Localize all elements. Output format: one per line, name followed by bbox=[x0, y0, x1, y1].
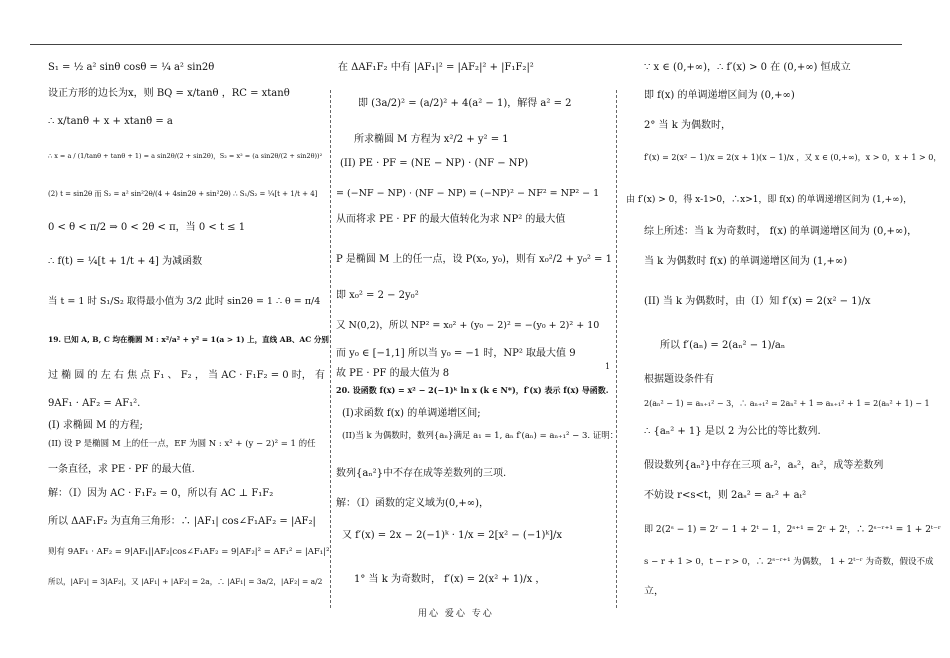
right-line: 综上所述：当 k 为奇数时， f(x) 的单调递增区间为 (0,+∞)， bbox=[644, 226, 918, 237]
middle-line: 又 f′(x) = 2x − 2(−1)ᵏ · 1/x = 2[x² − (−1)ᵏ]/x bbox=[342, 530, 563, 541]
middle-line: 解：（I）函数的定义域为(0,+∞)， bbox=[336, 498, 490, 509]
middle-line: = (−NF − NP) · (NF − NP) = (−NP)² − NF² = NP² − 1 bbox=[336, 188, 600, 199]
left-line: 则有 9AF₁ · AF₂ = 9|AF₁||AF₂|cos∠F₁AF₂ = 9|AF₂|² = AF₁² = |AF₁|² bbox=[48, 547, 330, 557]
left-line: 0 < θ < π/2 ⇒ 0 < 2θ < π，当 0 < t ≤ 1 bbox=[48, 222, 246, 233]
middle-line: (I)求函数 f(x) 的单调递增区间; bbox=[342, 408, 481, 419]
left-line: 一条直径，求 PE · PF 的最大值. bbox=[48, 464, 195, 475]
right-line: 立， bbox=[644, 586, 664, 597]
middle-line: 故 PE · PF 的最大值为 8 bbox=[336, 368, 450, 379]
right-line: 2(aₙ² − 1) = aₙ₊₁² − 3，∴ aₙ₊₁² = 2aₙ² + 1 ⇒ aₙ₊₁² + 1 = 2(aₙ² + 1) − 1 bbox=[644, 399, 930, 408]
middle-line: 即 x₀² = 2 − 2y₀² bbox=[336, 290, 419, 301]
column-divider-right bbox=[616, 90, 617, 608]
right-line: 即 2(2ˢ − 1) = 2ʳ − 1 + 2ᵗ − 1，2ˢ⁺¹ = 2ʳ + 2ᵗ，∴ 2ˢ⁻ʳ⁺¹ = 1 + 2ᵗ⁻ʳ bbox=[644, 525, 942, 535]
column-divider-left bbox=[330, 90, 331, 608]
left-line: ∴ f(t) = ¼[t + 1/t + 4] 为减函数 bbox=[48, 256, 203, 267]
right-line: (II) 当 k 为偶数时，由（I）知 f′(x) = 2(x² − 1)/x bbox=[644, 296, 871, 307]
left-line: 9AF₁ · AF₂ = AF₁². bbox=[48, 398, 141, 409]
left-line: S₁ = ½ a² sinθ cosθ = ¼ a² sin2θ bbox=[48, 62, 215, 73]
page-footer: 用心 爱心 专心 bbox=[418, 609, 494, 619]
left-line: (I) 求椭圆 M 的方程; bbox=[48, 420, 143, 431]
right-line: 根据题设条件有 bbox=[644, 374, 714, 385]
middle-line: 即 (3a/2)² = (a/2)² + 4(a² − 1)，解得 a² = 2 bbox=[358, 98, 572, 109]
middle-line: (II)当 k 为偶数时，数列{aₙ}满足 a₁ = 1, aₙ f′(aₙ) = aₙ₊₁² − 3. 证明： bbox=[342, 431, 619, 441]
right-line: 2° 当 k 为偶数时， bbox=[644, 120, 731, 131]
left-line: ∴ x = a / (1/tanθ + tanθ + 1) = a sin2θ/(2 + sin2θ)，S₂ = x² = (a sin2θ/(2 + sin2θ))² bbox=[48, 152, 323, 160]
middle-line: (II) PE · PF = (NE − NP) · (NF − NP) bbox=[340, 158, 529, 169]
left-line: 解：（I）因为 AC · F₁F₂ = 0，所以有 AC ⊥ F₁F₂ bbox=[48, 488, 274, 499]
right-line: 即 f(x) 的单调递增区间为 (0,+∞) bbox=[644, 90, 795, 101]
right-line: 所以 f′(aₙ) = 2(aₙ² − 1)/aₙ bbox=[660, 340, 786, 351]
middle-line: 1° 当 k 为奇数时， f′(x) = 2(x² + 1)/x ， bbox=[354, 574, 546, 585]
right-line: 由 f′(x) > 0，得 x-1>0，∴x>1，即 f(x) 的单调递增区间为 (1,+∞)， bbox=[626, 195, 913, 205]
middle-line: 在 ΔAF₁F₂ 中有 |AF₁|² = |AF₂|² + |F₁F₂|² bbox=[338, 62, 534, 73]
margin-mark: 1 bbox=[605, 362, 611, 371]
middle-line: 所求椭圆 M 方程为 x²/2 + y² = 1 bbox=[354, 134, 509, 145]
left-line: (II) 设 P 是椭圆 M 上的任一点，EF 为圆 N : x² + (y − 2)² = 1 的任 bbox=[48, 439, 316, 449]
left-line: 过 椭 圆 的 左 右 焦 点 F₁ 、 F₂ ， 当 AC · F₁F₂ = 0 时， 有 bbox=[48, 370, 325, 381]
header-rule bbox=[30, 44, 902, 45]
question-20: 20. 设函数 f(x) = x² − 2(−1)ᵏ ln x (k ∈ N*)，f′(x) 表示 f(x) 导函数. bbox=[336, 385, 609, 395]
middle-line: 又 N(0,2)，所以 NP² = x₀² + (y₀ − 2)² = −(y₀ + 2)² + 10 bbox=[336, 320, 600, 331]
middle-line: 从而将求 PE · PF 的最大值转化为求 NP² 的最大值 bbox=[336, 214, 566, 225]
left-line: 所以 ΔAF₁F₂ 为直角三角形：∴ |AF₁| cos∠F₁AF₂ = |AF₂| bbox=[48, 516, 316, 527]
right-line: f′(x) = 2(x² − 1)/x = 2(x + 1)(x − 1)/x ，又 x ∈ (0,+∞)，x > 0，x + 1 > 0， bbox=[644, 153, 942, 162]
right-line: ∴ {aₙ² + 1} 是以 2 为公比的等比数列. bbox=[644, 426, 821, 437]
middle-line: 数列{aₙ²}中不存在成等差数列的三项. bbox=[336, 468, 507, 479]
left-line: 当 t = 1 时 S₁/S₂ 取得最小值为 3/2 此时 sin2θ = 1 ∴ θ = π/4 bbox=[48, 296, 321, 307]
question-19: 19. 已知 A, B, C 均在椭圆 M : x²/a² + y² = 1(a > 1) 上，直线 AB、AC 分别 bbox=[48, 335, 329, 344]
left-line: 设正方形的边长为x，则 BQ = x/tanθ ，RC = xtanθ bbox=[48, 88, 290, 99]
right-line: s − r + 1 > 0，t − r > 0，∴ 2ˢ⁻ʳ⁺¹ 为偶数， 1 + 2ᵗ⁻ʳ 为奇数，假设不成 bbox=[644, 557, 934, 567]
left-line: ∴ x/tanθ + x + xtanθ = a bbox=[48, 116, 173, 127]
left-line: 所以，|AF₁| = 3|AF₂|，又 |AF₁| + |AF₂| = 2a，∴ |AF₁| = 3a/2，|AF₂| = a/2 bbox=[48, 577, 323, 586]
left-line: (2) t = sin2θ 而 S₂ = a² sin²2θ/(4 + 4sin2θ + sin²2θ) ∴ S₁/S₂ = ¼[t + 1/t + 4] bbox=[48, 190, 318, 198]
right-line: 假设数列{aₙ²}中存在三项 aᵣ²，aₛ²，aₜ²，成等差数列 bbox=[644, 460, 884, 471]
middle-line: 而 y₀ ∈ [−1,1] 所以当 y₀ = −1 时，NP² 取最大值 9 bbox=[336, 348, 576, 359]
right-line: ∵ x ∈ (0,+∞)，∴ f′(x) > 0 在 (0,+∞) 恒成立 bbox=[644, 62, 851, 73]
right-line: 不妨设 r<s<t，则 2aₛ² = aᵣ² + aₜ² bbox=[644, 490, 807, 501]
middle-line: P 是椭圆 M 上的任一点，设 P(x₀, y₀)，则有 x₀²/2 + y₀² = 1 bbox=[336, 254, 612, 265]
right-line: 当 k 为偶数时 f(x) 的单调递增区间为 (1,+∞) bbox=[644, 256, 848, 267]
